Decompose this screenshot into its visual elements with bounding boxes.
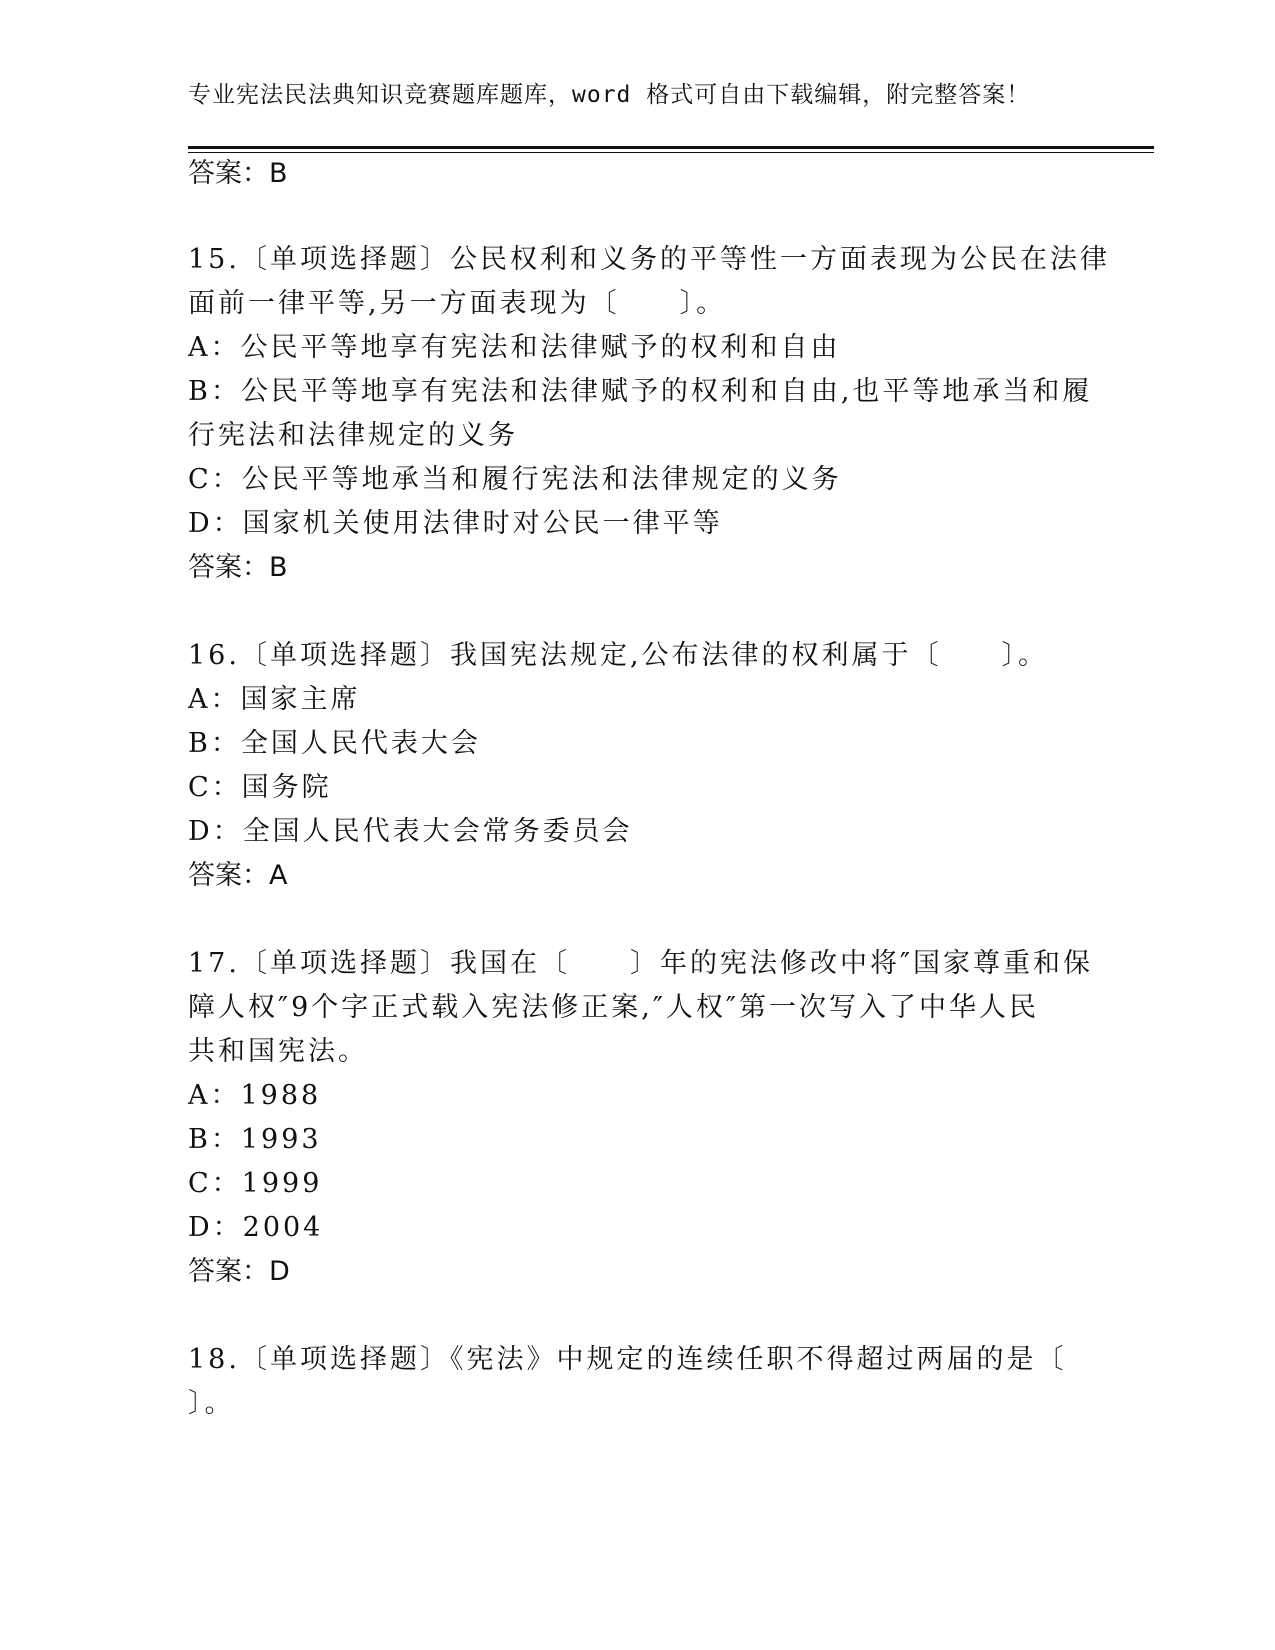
option-line: C：1999 bbox=[188, 1168, 323, 1199]
option-line: D：国家机关使用法律时对公民一律平等 bbox=[188, 508, 723, 539]
option-line: 行宪法和法律规定的义务 bbox=[188, 420, 518, 451]
question-line: 面前一律平等,另一方面表现为〔 〕。 bbox=[188, 288, 727, 319]
option-line: B：公民平等地享有宪法和法律赋予的权利和自由,也平等地承当和履 bbox=[188, 376, 1093, 407]
option-line: A：公民平等地享有宪法和法律赋予的权利和自由 bbox=[188, 332, 841, 363]
option-line: B：全国人民代表大会 bbox=[188, 728, 481, 759]
answer-line: 答案：A bbox=[188, 860, 288, 891]
option-line: D：全国人民代表大会常务委员会 bbox=[188, 816, 633, 847]
option-line: A：1988 bbox=[188, 1080, 322, 1111]
option-line: B：1993 bbox=[188, 1124, 322, 1155]
question-line: 15.〔单项选择题〕公民权利和义务的平等性一方面表现为公民在法律 bbox=[188, 244, 1110, 275]
option-line: C：公民平等地承当和履行宪法和法律规定的义务 bbox=[188, 464, 842, 495]
option-line: A：国家主席 bbox=[188, 684, 361, 715]
page-header: 专业宪法民法典知识竞赛题库题库，word 格式可自由下载编辑，附完整答案！ bbox=[188, 82, 1031, 108]
answer-line: 答案：B bbox=[188, 158, 288, 189]
option-line: C：国务院 bbox=[188, 772, 332, 803]
question-line: 18.〔单项选择题〕《宪法》中规定的连续任职不得超过两届的是〔 bbox=[188, 1344, 1067, 1375]
question-line: 17.〔单项选择题〕我国在〔 〕年的宪法修改中将″国家尊重和保 bbox=[188, 948, 1094, 979]
answer-line: 答案：B bbox=[188, 552, 288, 583]
header-rule-thick bbox=[188, 146, 1154, 149]
question-line: 16.〔单项选择题〕我国宪法规定,公布法律的权利属于〔 〕。 bbox=[188, 640, 1049, 671]
question-line: 共和国宪法。 bbox=[188, 1036, 368, 1067]
header-rule-thin bbox=[188, 152, 1154, 153]
answer-line: 答案：D bbox=[188, 1256, 290, 1287]
option-line: D：2004 bbox=[188, 1212, 324, 1243]
question-line: 障人权″9个字正式载入宪法修正案,″人权″第一次写入了中华人民 bbox=[188, 992, 1040, 1023]
question-line: 〕。 bbox=[188, 1388, 235, 1419]
